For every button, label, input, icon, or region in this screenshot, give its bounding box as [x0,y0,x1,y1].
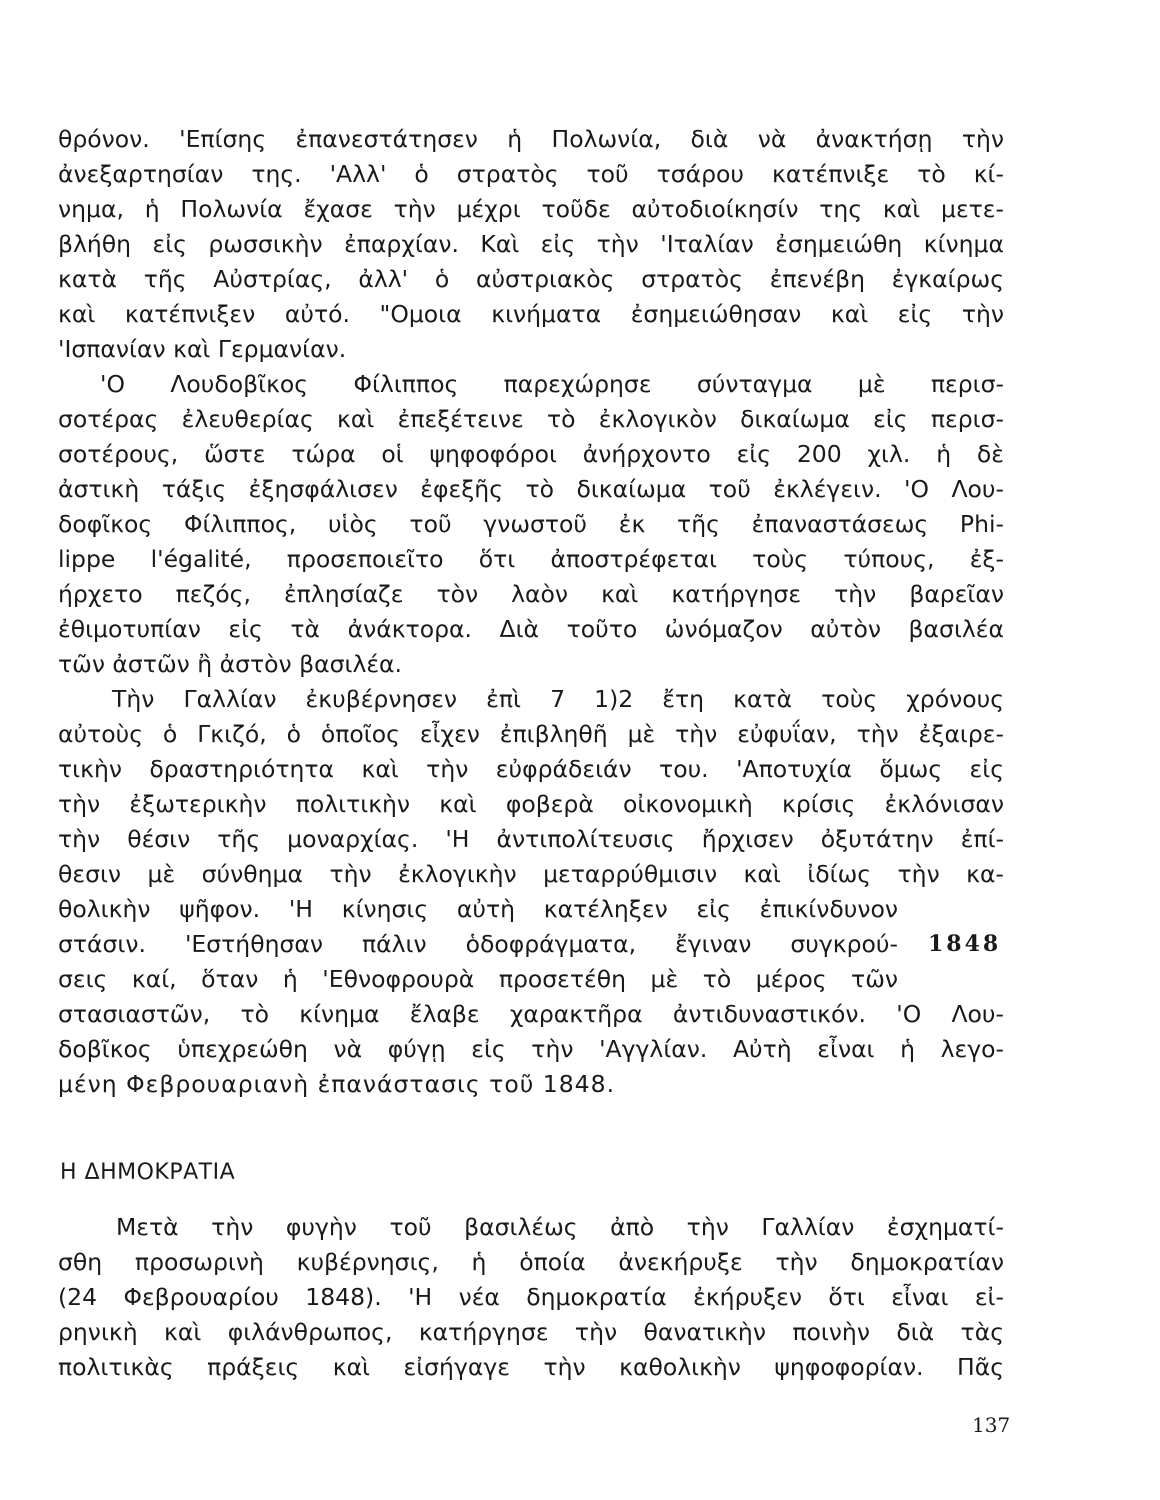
text-line: θεσιν μὲ σύνθημα τὴν ἐκλογικὴν μεταρρύθμισιν καὶ ἰδίως τὴν κα- [58,860,1004,888]
text-line: τικὴν δραστηριότητα καὶ τὴν εὐφράδειάν του. 'Αποτυχία ὅμως εἰς [58,755,1004,783]
text-line: αὐτοὺς ὁ Γκιζό, ὁ ὁποῖος εἶχεν ἐπιβληθῆ μὲ τὴν εὐφυΐαν, τὴν ἐξαιρε- [58,720,1004,748]
text-line: lippe l'égalité, προσεποιεῖτο ὅτι ἀποστρέφεται τοὺς τύπους, ἐξ- [58,545,1004,573]
text-line: Τὴν Γαλλίαν ἐκυβέρνησεν ἐπὶ 7 1)2 ἔτη κατὰ τοὺς χρόνους [112,685,1004,713]
text-line: κατὰ τῆς Αὐστρίας, ἀλλ' ὁ αὐστριακὸς στρατὸς ἐπενέβη ἐγκαίρως [58,265,1004,293]
text-line: Μετὰ τὴν φυγὴν τοῦ βασιλέως ἀπὸ τὴν Γαλλίαν ἐσχηματί- [116,1213,1004,1241]
text-line: βλήθη εἰς ρωσσικὴν ἐπαρχίαν. Καὶ εἰς τὴν 'Ιταλίαν ἐσημειώθη κίνημα [58,230,1004,258]
text-line: καὶ κατέπνιξεν αὐτό. "Ομοια κινήματα ἐσημειώθησαν καὶ εἰς τὴν [58,300,1004,328]
text-line: στάσιν. 'Εστήθησαν πάλιν ὁδοφράγματα, ἔγιναν συγκρού- [58,930,898,958]
margin-note-year: 1848 [928,931,1002,957]
section-heading: Η ΔΗΜΟΚΡΑΤΙΑ [60,1160,236,1185]
text-line: πολιτικὰς πράξεις καὶ εἰσήγαγε τὴν καθολικὴν ψηφοφορίαν. Πᾶς [58,1353,1004,1381]
text-line: θολικὴν ψῆφον. 'Η κίνησις αὐτὴ κατέληξεν εἰς ἐπικίνδυνον [58,895,898,923]
text-line: ρηνικὴ καὶ φιλάνθρωπος, κατήργησε τὴν θανατικὴν ποινὴν διὰ τὰς [58,1318,1004,1346]
text-line: θρόνον. 'Επίσης ἐπανεστάτησεν ἡ Πολωνία, διὰ νὰ ἀνακτήσῃ τὴν [58,125,1004,153]
text-line: τὴν ἐξωτερικὴν πολιτικὴν καὶ φοβερὰ οἰκονομικὴ κρίσις ἐκλόνισαν [58,790,1004,818]
text-line: σοτέρας ἐλευθερίας καὶ ἐπεξέτεινε τὸ ἐκλογικὸν δικαίωμα εἰς περισ- [58,405,1004,433]
text-line: ἀνεξαρτησίαν της. 'Αλλ' ὁ στρατὸς τοῦ τσάρου κατέπνιξε τὸ κί- [58,160,1004,188]
text-line: δοβῖκος ὑπεχρεώθη νὰ φύγῃ εἰς τὴν 'Αγγλίαν. Αὐτὴ εἶναι ἡ λεγο- [58,1035,1004,1063]
text-line: 'Ο Λουδοβῖκος Φίλιππος παρεχώρησε σύνταγμα μὲ περισ- [100,370,1004,398]
text-line: ἐθιμοτυπίαν εἰς τὰ ἀνάκτορα. Διὰ τοῦτο ὠνόμαζον αὐτὸν βασιλέα [58,615,1004,643]
text-line: ήρχετο πεζός, ἐπλησίαζε τὸν λαὸν καὶ κατήργησε τὴν βαρεῖαν [58,580,1004,608]
text-line: (24 Φεβρουαρίου 1848). 'Η νέα δημοκρατία ἐκήρυξεν ὅτι εἶναι εἰ- [58,1283,1004,1311]
text-line: ἀστικὴ τάξις ἐξησφάλισεν ἐφεξῆς τὸ δικαίωμα τοῦ ἐκλέγειν. 'Ο Λου- [58,475,1004,503]
text-line: τῶν ἀστῶν ἢ ἀστὸν βασιλέα. [58,650,403,678]
text-line: νημα, ἡ Πολωνία ἔχασε τὴν μέχρι τοῦδε αὐτοδιοίκησίν της καὶ μετε- [58,195,1004,223]
text-line: στασιαστῶν, τὸ κίνημα ἔλαβε χαρακτῆρα ἀντιδυναστικόν. 'Ο Λου- [58,1000,1004,1028]
text-line: μένη Φεβρουαριανὴ ἐπανάστασις τοῦ 1848. [58,1070,616,1098]
text-line: σεις καί, ὅταν ἡ 'Εθνοφρουρὰ προσετέθη μὲ τὸ μέρος τῶν [58,965,898,993]
text-line: σοτέρους, ὥστε τώρα οἱ ψηφοφόροι ἀνήρχοντο εἰς 200 χιλ. ἡ δὲ [58,440,1004,468]
page-number: 137 [972,1413,1011,1437]
text-line: 'Ισπανίαν καὶ Γερμανίαν. [58,335,347,363]
text-line: τὴν θέσιν τῆς μοναρχίας. 'Η ἀντιπολίτευσις ἤρχισεν ὀξυτάτην ἐπί- [58,825,1004,853]
text-line: δοφῖκος Φίλιππος, υἱὸς τοῦ γνωστοῦ ἐκ τῆς ἐπαναστάσεως Phi- [58,510,1004,538]
text-line: σθη προσωρινὴ κυβέρνησις, ἡ ὁποία ἀνεκήρυξε τὴν δημοκρατίαν [58,1248,1004,1276]
